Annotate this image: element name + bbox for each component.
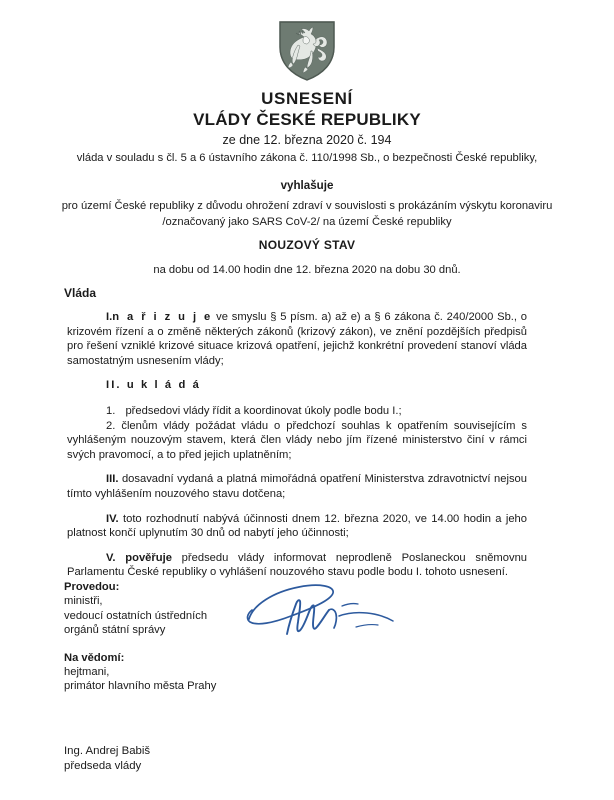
resolution-body (67, 310, 527, 590)
document-date: ze dne 12. března 2020 č. 194 (222, 133, 392, 147)
section-four-text: toto rozhodnutí nabývá účinnosti dnem 12. března 2020, ve 14.00 hodin a jeho platnost končí uplynutím 30 dnů od nabytí jeho účinnosti; (67, 512, 527, 540)
section-two-heading: II. u k l á d á (106, 379, 201, 392)
subject-heading: Vláda (64, 286, 97, 300)
section-five-numeral: V. (106, 551, 116, 564)
section-two-item1-text: předsedovi vlády řídit a koordinovat úkoly podle bodu I.; (125, 404, 402, 417)
declares-keyword: vyhlašuje (280, 179, 334, 192)
section-three-numeral: III. (106, 473, 119, 486)
execute-line-1: ministři, (64, 595, 103, 608)
section-two-item1-number: 1. (106, 404, 116, 417)
document-footer (64, 580, 216, 707)
declaration-reason-line2: /označovaný jako SARS CoV-2/ na území České republiky (162, 215, 452, 228)
state-of-emergency-label: NOUZOVÝ STAV (258, 238, 356, 252)
section-three (67, 472, 527, 501)
notice-group (64, 651, 216, 694)
declaration-reason (57, 199, 557, 230)
section-one-text: ve smyslu § 5 písm. a) až e) a § 6 zákona č. 240/2000 Sb., o krizovém řízení a o změně některých zákonů (krizový zákon), ve znění pozdějších předpisů pro řešení vzniklé krizové situace krizová opatření, jejichž konkrétní provedení stanoví vláda samostatným usnesením vlády; (67, 311, 527, 367)
handwritten-signature (243, 572, 408, 647)
execute-group (64, 580, 216, 638)
signer-name: Ing. Andrej Babiš (64, 745, 151, 757)
document-title-block (0, 88, 614, 150)
signer-position: předseda vlády (64, 760, 142, 772)
notice-line-2: primátor hlavního města Prahy (64, 680, 217, 693)
notice-line-1: hejtmani, (64, 666, 110, 679)
list-item (67, 419, 527, 463)
section-two-list (67, 404, 527, 462)
section-four (67, 512, 527, 541)
section-five-verb: pověřuje (125, 551, 172, 564)
section-one (67, 310, 527, 368)
execute-label: Provedou: (64, 581, 120, 593)
czech-coat-of-arms-icon (277, 21, 337, 81)
preamble-text: vláda v souladu s čl. 5 a 6 ústavního zákona č. 110/1998 Sb., o bezpečnosti České republiky, (76, 152, 538, 164)
section-one-numeral: I. (106, 311, 113, 323)
section-one-verb: n a ř i z u j e (112, 311, 213, 323)
notice-label: Na vědomí: (64, 651, 125, 664)
signer-block (64, 744, 150, 774)
section-four-numeral: IV. (106, 512, 119, 525)
section-three-text: dosavadní vydaná a platná mimořádná opatření Ministerstva zdravotnictví nejsou tímto vyhlášením nouzového stavu dotčena; (67, 473, 527, 500)
duration-text: na dobu od 14.00 hodin dne 12. března 2020 na dobu 30 dnů. (153, 264, 461, 276)
list-item (67, 404, 527, 419)
section-two-item2-number: 2. (106, 419, 116, 432)
section-two-item2-text: členům vlády požádat vládu o předchozí souhlas k opatřením souvisejícím s vyhlášeným nouzovým stavem, která člen vlády nebo jím řízené ministerstvo činí v rámci svých pravomocí, a to před jejich uplatněním; (67, 419, 528, 461)
page-title: USNESENÍ (261, 89, 353, 108)
page-subtitle: VLÁDY ČESKÉ REPUBLIKY (193, 110, 421, 129)
section-five-text: předsedu vlády informovat neprodleně Poslaneckou sněmovnu Parlamentu České republiky o vyhlášení nouzového stavu podle bodu I. tohoto usnesení. (67, 551, 528, 579)
execute-line-2: vedoucí ostatních ústředních (64, 609, 208, 622)
declaration-reason-line1: pro území České republiky z důvodu ohrožení zdraví v souvislosti s prokázáním výskytu koronaviru (61, 200, 553, 212)
execute-line-3: orgánů státní správy (64, 624, 166, 637)
